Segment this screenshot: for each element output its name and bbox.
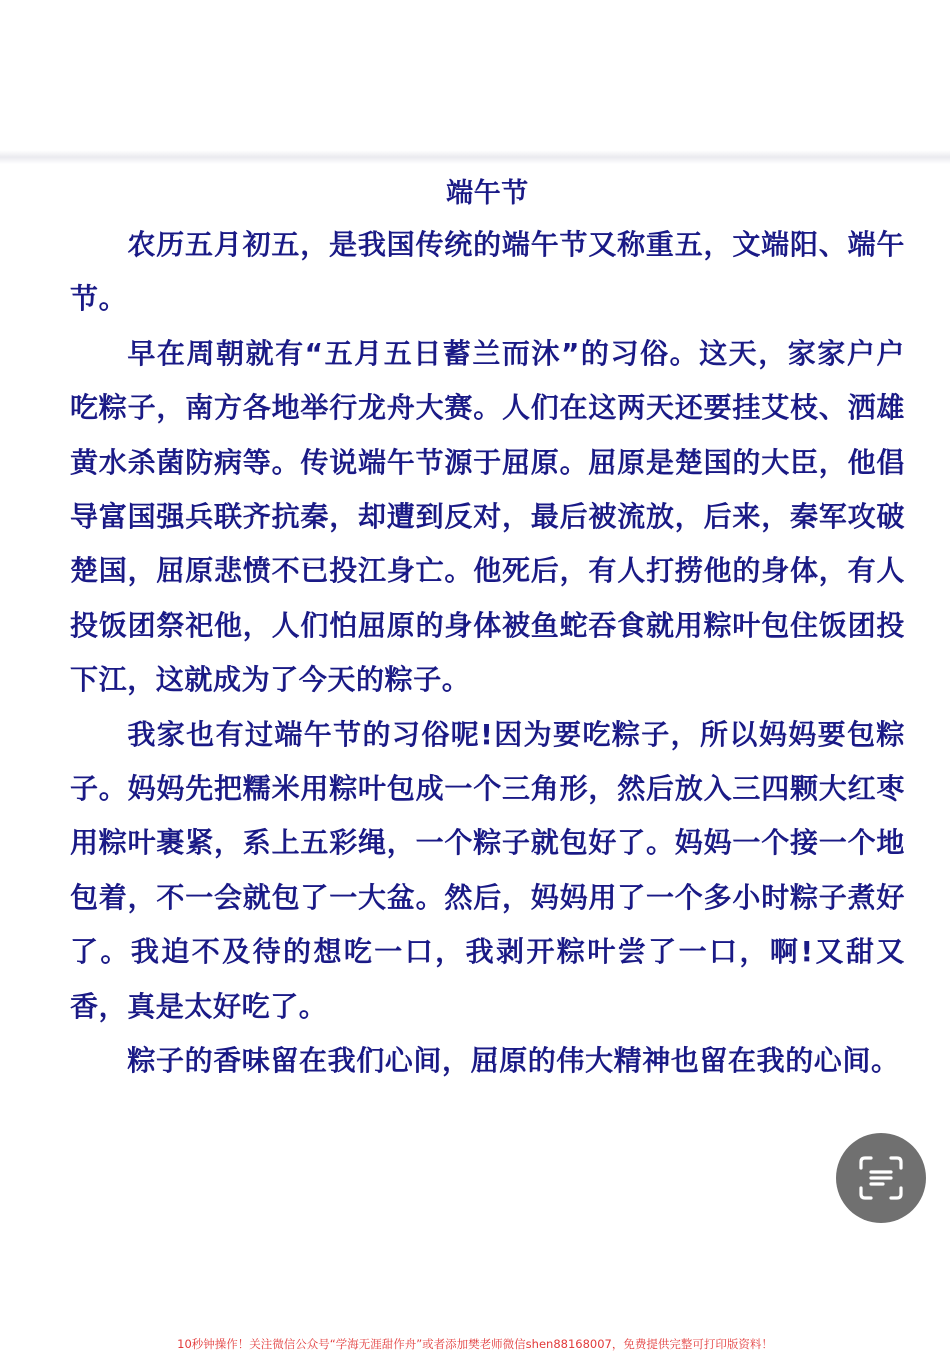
- scan-text-icon: [853, 1150, 909, 1206]
- document-title: 端午节: [446, 178, 529, 209]
- paragraph-4: 粽子的香味留在我们心间，屈原的伟大精神也留在我的心间。: [127, 1044, 900, 1078]
- scan-text-button[interactable]: [836, 1133, 926, 1223]
- document-page: [70, 170, 905, 1089]
- paragraph-2: 早在周朝就有“五月五日蓄兰而沐”的习俗。这天，家家户户吃粽子，南方各地举行龙舟大赛。人们在这两天还要挂艾枝、洒雄黄水杀菌防病等。传说端午节源于屈原。屈原是楚国的大臣，他倡导富国强兵联齐抗秦，却遭到反对，最后被流放，后来，秦军攻破楚国，屈原悲愤不已投江身亡。他死后，有人打捞他的身体，有人投饭团祭祀他，人们怕屈原的身体被鱼蛇吞食就用粽叶包住饭团投下江，这就成为了今天的粽子。: [70, 336, 905, 697]
- scan-edge-shadow: [0, 150, 950, 164]
- paragraph-3: 我家也有过端午节的习俗呢!因为要吃粽子，所以妈妈要包粽子。妈妈先把糯米用粽叶包成一个三角形，然后放入三四颗大红枣用粽叶裹紧，系上五彩绳，一个粽子就包好了。妈妈一个接一个地包着，不一会就包了一大盆。然后，妈妈用了一个多小时粽子煮好了。我迫不及待的想吃一口，我剥开粽叶尝了一口，啊!又甜又香，真是太好吃了。: [70, 717, 905, 1023]
- paragraph-1: 农历五月初五，是我国传统的端午节又称重五，文端阳、端午节。: [70, 228, 905, 316]
- footer-notice: 10秒钟操作！关注微信公众号“学海无涯甜作舟”或者添加樊老师微信shen88168007，免费提供完整可打印版资料！: [177, 1337, 773, 1351]
